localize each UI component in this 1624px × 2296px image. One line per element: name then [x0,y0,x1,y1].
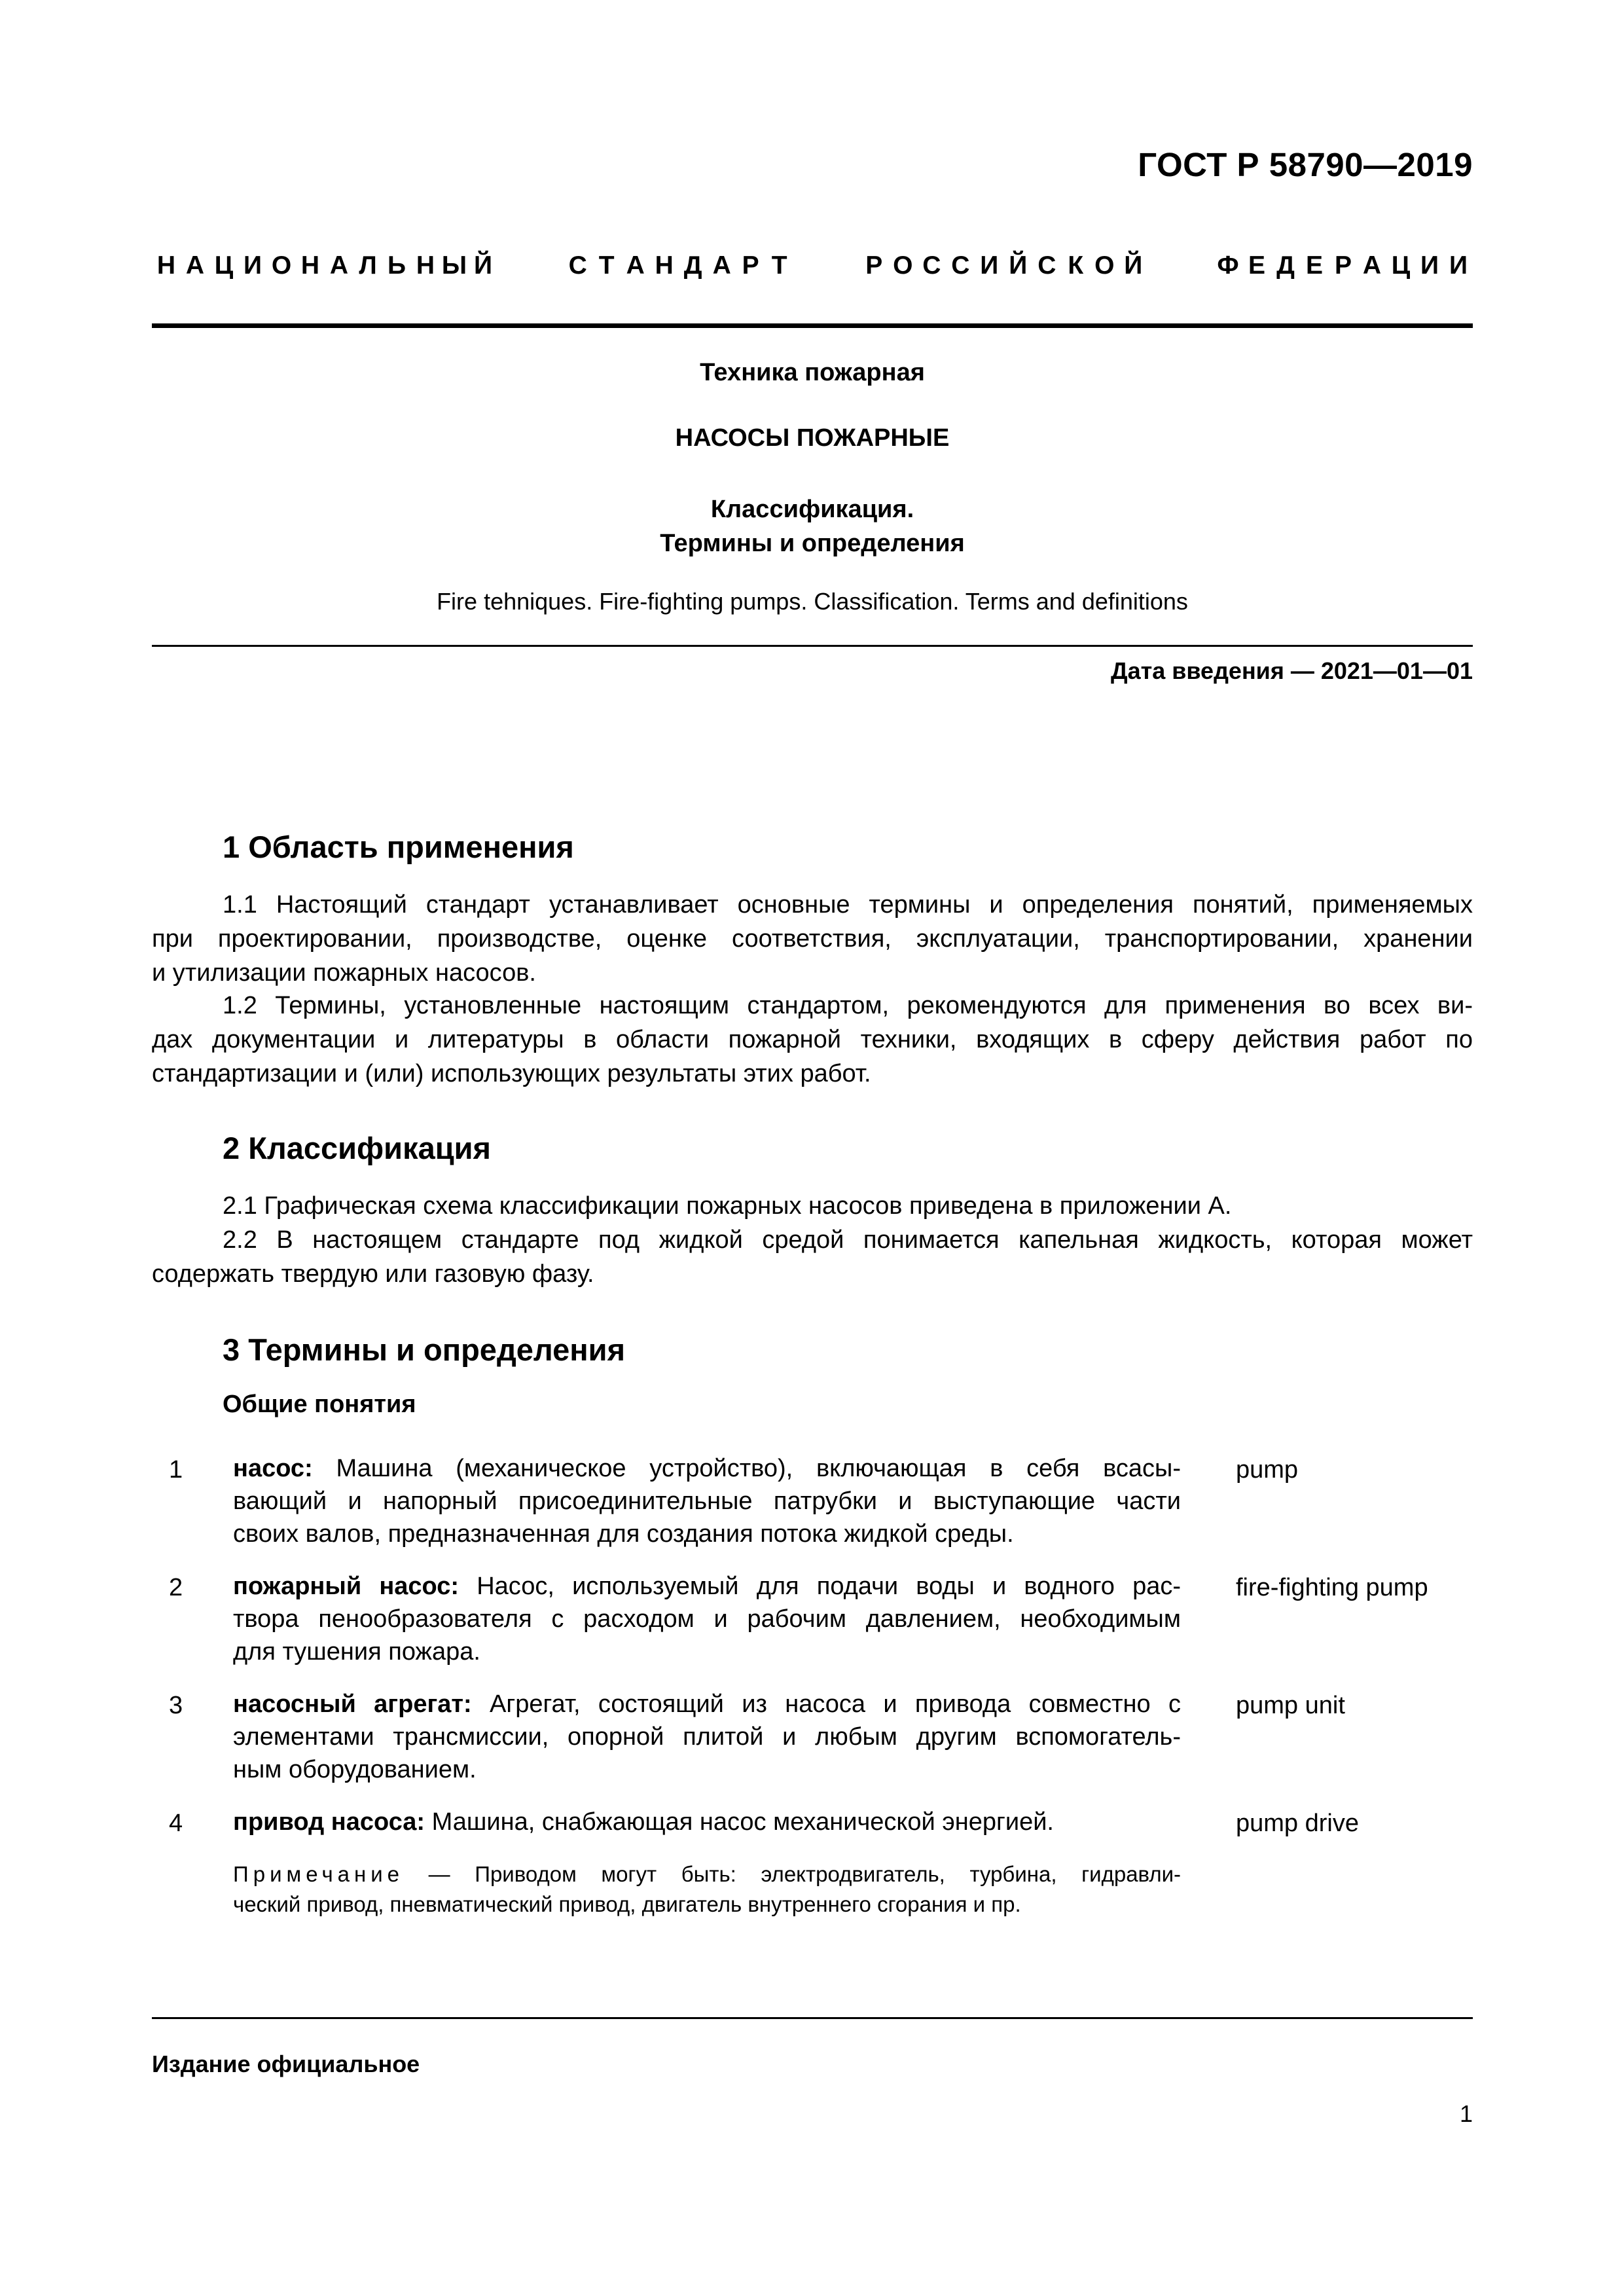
banner-letter: О [271,251,292,280]
banner-letter: Д [1276,251,1295,280]
banner-word-1 [152,251,497,280]
banner-letter: Й [1124,251,1143,280]
paragraph-1-1 [152,888,1473,990]
term-line [233,1570,1181,1603]
term-definition [233,1806,1181,1838]
note-label: Примечание [233,1862,405,1886]
banner-letter: И [1420,251,1439,280]
paragraph-2-2 [152,1223,1473,1291]
banner-letter: Т [598,251,615,280]
banner-letter: С [922,251,941,280]
paragraph-1-2 [152,989,1473,1091]
banner-letter: О [893,251,913,280]
term-definition [233,1688,1181,1786]
term-line: элементами трансмиссии, опорной плитой и любым другим вспомогатель- [233,1723,1181,1751]
banner-letter: О [1094,251,1115,280]
banner-letter: Н [156,251,176,280]
term-english: fire-fighting pump [1236,1574,1428,1601]
term-line: вающий и напорный присоединительные патрубки и выступающие части [233,1487,1181,1515]
footer-rule [152,2017,1473,2019]
section-3-heading: 3 Термины и определения [223,1332,625,1367]
banner-word-4 [1214,251,1473,280]
banner-letter: С [951,251,970,280]
note-text: — Приводом могут быть: электродвигатель, турбина, гидравли- [404,1862,1181,1886]
title-subtitle-line-1: Классификация. [710,496,914,523]
banner-letter: И [980,251,999,280]
national-standard-banner [152,251,1473,280]
term-name: насос: [233,1455,313,1482]
term-line: для тушения пожара. [233,1638,480,1666]
title-subtitle [152,492,1473,560]
paragraph-line: 1.2 Термины, установленные настоящим стандартом, рекомендуются для применения во всех ви- [223,992,1473,1019]
paragraph-line: 2.1 Графическая схема классификации пожарных насосов приведена в приложении А. [223,1192,1232,1220]
section-2-heading: 2 Классификация [223,1131,491,1165]
banner-letter: Р [742,251,759,280]
term-line [233,1452,1181,1485]
term-definition [233,1570,1181,1668]
official-edition-label: Издание официальное [152,2050,420,2077]
banner-letter: Ы [441,251,467,280]
banner-letter: Й [473,251,493,280]
general-concepts-subheading: Общие понятия [223,1391,416,1418]
banner-letter: Е [1248,251,1265,280]
banner-letter: А [626,251,645,280]
term-line [233,1806,1181,1838]
term-name: привод насоса: [233,1808,425,1836]
banner-letter: А [329,251,349,280]
page-number: 1 [1459,2100,1473,2127]
paragraph-line: 2.2 В настоящем стандарте под жидкой средой понимается капельная жидкость, которая может [223,1226,1473,1254]
paragraph-line: 1.1 Настоящий стандарт устанавливает основные термины и определения понятий, применяемых [223,891,1473,919]
title-rule [152,645,1473,647]
title-category: Техника пожарная [700,359,925,386]
term-line: своих валов, предназначенная для создания потока жидкой среды. [233,1520,1014,1548]
banner-letter: Л [359,251,377,280]
term-number: 1 [169,1456,183,1484]
banner-letter: Р [865,251,883,280]
banner-letter: И [243,251,262,280]
paragraph-line: дах документации и литературы в области пожарной техники, входящих в сферу действия работ по [152,1026,1473,1053]
paragraph-line: содержать твердую или газовую фазу. [152,1260,594,1288]
document-number: ГОСТ Р 58790—2019 [1138,146,1473,183]
title-english: Fire tehniques. Fire-fighting pumps. Classification. Terms and definitions [437,588,1188,615]
paragraph-line: стандартизации и (или) использующих результаты этих работ. [152,1060,871,1087]
term-text: Машина (механическое устройство), включающая в себя всасы- [336,1455,1181,1482]
term-line [233,1688,1181,1721]
paragraph-line: при проектировании, производстве, оценке соответствия, эксплуатации, транспортировании, хранении [152,925,1473,953]
banner-letter: С [1038,251,1056,280]
section-1-heading: 1 Область применения [223,829,574,864]
term-number: 4 [169,1810,183,1837]
title-subtitle-line-2: Термины и определения [660,530,965,557]
banner-letter: Е [1305,251,1323,280]
term-line: твора пенообразователя с расходом и рабочим давлением, необходимым [233,1605,1181,1633]
banner-letter: А [185,251,205,280]
term-english: pump drive [1236,1810,1359,1837]
term-english: pump unit [1236,1692,1345,1719]
note [233,1859,1181,1920]
banner-letter: Н [655,251,674,280]
term-name: пожарный насос: [233,1573,460,1600]
term-definition [233,1452,1181,1550]
introduction-date: Дата введения — 2021—01—01 [1110,657,1473,684]
term-name: насосный агрегат: [233,1690,472,1718]
banner-word-3 [859,251,1147,280]
banner-letter: Ф [1217,251,1239,280]
term-text: Машина, снабжающая насос механической энергией. [431,1808,1054,1836]
term-text: Агрегат, состоящий из насоса и привода совместно с [490,1690,1182,1718]
paragraph-line: и утилизации пожарных насосов. [152,959,536,987]
banner-letter: Й [1009,251,1028,280]
banner-letter: С [568,251,587,280]
banner-letter: Ц [214,251,234,280]
term-line: ным оборудованием. [233,1756,477,1783]
note-line: ческий привод, пневматический привод, двигатель внутреннего сгорания и пр. [233,1892,1021,1916]
term-text: Насос, используемый для подачи воды и водного рас- [477,1573,1181,1600]
paragraph-2-1 [152,1189,1473,1223]
banner-letter: Т [771,251,787,280]
term-number: 2 [169,1574,183,1601]
banner-letter: И [1449,251,1468,280]
banner-letter: Р [1334,251,1352,280]
banner-letter: Ц [1391,251,1411,280]
banner-letter: А [712,251,731,280]
header-rule [152,323,1473,328]
term-number: 3 [169,1692,183,1719]
title-main: НАСОСЫ ПОЖАРНЫЕ [675,424,950,452]
banner-letter: Н [300,251,320,280]
note-line [233,1859,1181,1889]
banner-letter: Н [416,251,435,280]
banner-word-2 [564,251,794,280]
banner-letter: К [1068,251,1084,280]
banner-letter: А [1362,251,1382,280]
term-english: pump [1236,1456,1299,1484]
banner-letter: Ь [387,251,406,280]
banner-letter: Д [683,251,702,280]
